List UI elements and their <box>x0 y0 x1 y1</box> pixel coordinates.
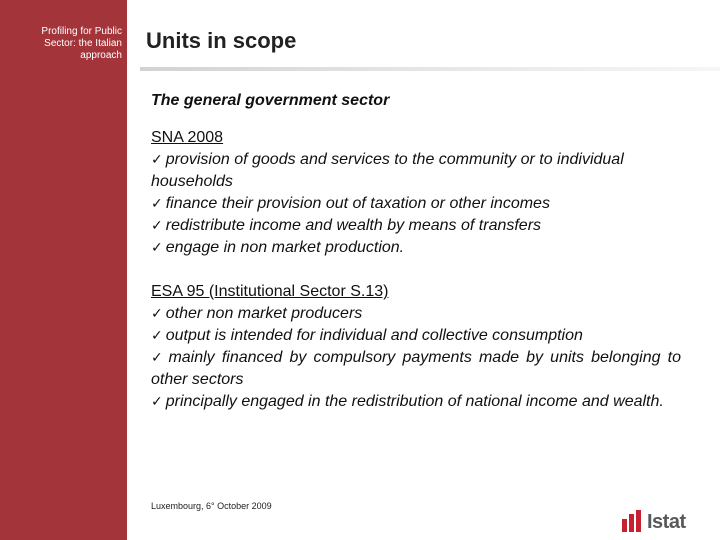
list-item-text: mainly financed by compulsory payments made by units belonging to other sectors <box>151 349 682 388</box>
list-item-text: output is intended for individual and collective consumption <box>165 327 583 344</box>
list-item-text: engage in non market production. <box>165 239 405 256</box>
check-icon: ✓ <box>151 196 163 212</box>
footer-text: Luxembourg, 6° October 2009 <box>151 501 272 511</box>
sidebar-caption-line: Profiling for Public <box>41 26 122 37</box>
sna-bullet-list <box>151 149 681 259</box>
slide-subheading: The general government sector <box>151 92 390 109</box>
istat-logo-icon <box>622 510 643 532</box>
list-item <box>151 391 681 413</box>
slide-title: Units in scope <box>146 28 297 53</box>
section-esa <box>151 281 681 413</box>
check-icon: ✓ <box>151 240 163 256</box>
list-item <box>151 347 681 391</box>
check-icon: ✓ <box>151 394 163 410</box>
section-title-esa: ESA 95 (Institutional Sector S.13) <box>151 283 389 300</box>
list-item <box>151 237 681 259</box>
check-icon: ✓ <box>151 350 166 366</box>
check-icon: ✓ <box>151 328 163 344</box>
esa-bullet-list <box>151 303 681 413</box>
list-item-text: redistribute income and wealth by means of transfers <box>165 217 542 234</box>
header-divider <box>140 67 720 71</box>
sidebar-caption <box>4 26 122 62</box>
sidebar-caption-line: Sector: the Italian <box>44 38 122 49</box>
slide-content <box>151 90 681 413</box>
section-title-sna: SNA 2008 <box>151 129 224 146</box>
check-icon: ✓ <box>151 218 163 234</box>
istat-logo <box>622 508 686 532</box>
sidebar <box>0 0 127 540</box>
check-icon: ✓ <box>151 306 163 322</box>
check-icon: ✓ <box>151 152 163 168</box>
list-item <box>151 149 681 193</box>
list-item <box>151 193 681 215</box>
section-sna <box>151 127 681 259</box>
list-item-text: other non market producers <box>165 305 363 322</box>
list-item <box>151 215 681 237</box>
logo-text: Istat <box>647 511 686 533</box>
list-item <box>151 303 681 325</box>
list-item-text: finance their provision out of taxation or other incomes <box>165 195 550 212</box>
list-item <box>151 325 681 347</box>
list-item-text: provision of goods and services to the community or to individual households <box>151 151 624 190</box>
list-item-text: principally engaged in the redistribution of national income and wealth. <box>165 393 664 410</box>
sidebar-caption-line: approach <box>80 50 122 61</box>
